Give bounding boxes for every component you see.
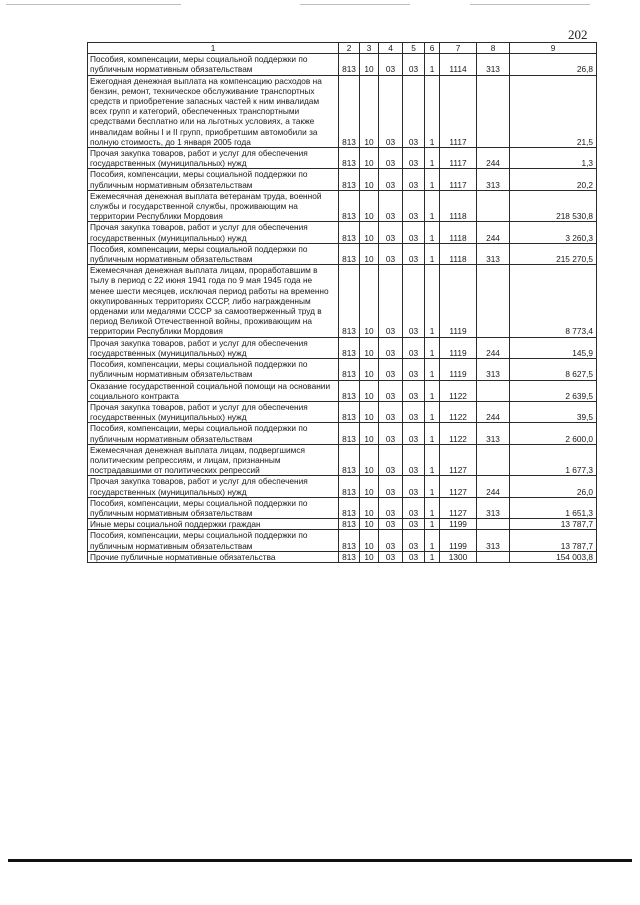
subsection-cell: 03 bbox=[379, 519, 403, 530]
expense-type-cell: 244 bbox=[477, 222, 510, 243]
section-cell: 10 bbox=[360, 530, 379, 551]
table-row bbox=[88, 190, 597, 222]
amount-cell: 218 530,8 bbox=[510, 190, 597, 222]
column-header: 4 bbox=[379, 43, 403, 54]
admin-code-cell: 813 bbox=[339, 380, 360, 401]
expense-type-cell bbox=[477, 75, 510, 147]
subprogram-cell: 1 bbox=[425, 265, 440, 337]
expense-type-cell: 313 bbox=[477, 423, 510, 444]
column-header: 6 bbox=[425, 43, 440, 54]
amount-cell: 13 787,7 bbox=[510, 530, 597, 551]
table-body bbox=[88, 54, 597, 563]
subsection-cell: 03 bbox=[379, 337, 403, 358]
program-cell: 03 bbox=[403, 265, 425, 337]
admin-code-cell: 813 bbox=[339, 265, 360, 337]
table-row bbox=[88, 380, 597, 401]
admin-code-cell: 813 bbox=[339, 169, 360, 190]
subsection-cell: 03 bbox=[379, 359, 403, 380]
subsection-cell: 03 bbox=[379, 54, 403, 75]
amount-cell: 215 270,5 bbox=[510, 243, 597, 264]
program-cell: 03 bbox=[403, 54, 425, 75]
subsection-cell: 03 bbox=[379, 75, 403, 147]
subsection-cell: 03 bbox=[379, 222, 403, 243]
admin-code-cell: 813 bbox=[339, 337, 360, 358]
target-article-cell: 1127 bbox=[440, 476, 477, 497]
row-label: Прочие публичные нормативные обязательства bbox=[88, 551, 339, 562]
table-row bbox=[88, 551, 597, 562]
program-cell: 03 bbox=[403, 530, 425, 551]
subprogram-cell: 1 bbox=[425, 497, 440, 518]
section-cell: 10 bbox=[360, 423, 379, 444]
admin-code-cell: 813 bbox=[339, 54, 360, 75]
expense-type-cell: 313 bbox=[477, 169, 510, 190]
program-cell: 03 bbox=[403, 497, 425, 518]
target-article-cell: 1118 bbox=[440, 243, 477, 264]
table-row bbox=[88, 530, 597, 551]
column-header: 7 bbox=[440, 43, 477, 54]
expense-type-cell: 313 bbox=[477, 54, 510, 75]
amount-cell: 2 600,0 bbox=[510, 423, 597, 444]
expense-type-cell bbox=[477, 380, 510, 401]
subsection-cell: 03 bbox=[379, 169, 403, 190]
admin-code-cell: 813 bbox=[339, 519, 360, 530]
program-cell: 03 bbox=[403, 169, 425, 190]
table-row bbox=[88, 423, 597, 444]
expense-type-cell bbox=[477, 444, 510, 476]
expense-type-cell bbox=[477, 190, 510, 222]
admin-code-cell: 813 bbox=[339, 359, 360, 380]
scan-artifact-line bbox=[470, 4, 590, 5]
row-label: Пособия, компенсации, меры социальной поддержки по публичным нормативным обязательствам bbox=[88, 423, 339, 444]
amount-cell: 154 003,8 bbox=[510, 551, 597, 562]
section-cell: 10 bbox=[360, 497, 379, 518]
amount-cell: 1 651,3 bbox=[510, 497, 597, 518]
expense-type-cell: 244 bbox=[477, 401, 510, 422]
program-cell: 03 bbox=[403, 75, 425, 147]
table-row bbox=[88, 243, 597, 264]
subprogram-cell: 1 bbox=[425, 551, 440, 562]
expense-type-cell: 313 bbox=[477, 359, 510, 380]
admin-code-cell: 813 bbox=[339, 75, 360, 147]
target-article-cell: 1117 bbox=[440, 169, 477, 190]
page-number: 202 bbox=[568, 27, 588, 42]
row-label: Прочая закупка товаров, работ и услуг для обеспечения государственных (муниципальных) нужд bbox=[88, 337, 339, 358]
program-cell: 03 bbox=[403, 148, 425, 169]
row-label: Ежемесячная денежная выплата ветеранам труда, военной службы и государственной службы, проживающим на территории Республики Мордовия bbox=[88, 190, 339, 222]
row-label: Пособия, компенсации, меры социальной поддержки по публичным нормативным обязательствам bbox=[88, 359, 339, 380]
subprogram-cell: 1 bbox=[425, 423, 440, 444]
section-cell: 10 bbox=[360, 401, 379, 422]
amount-cell: 26,8 bbox=[510, 54, 597, 75]
amount-cell: 20,2 bbox=[510, 169, 597, 190]
subprogram-cell: 1 bbox=[425, 380, 440, 401]
subprogram-cell: 1 bbox=[425, 148, 440, 169]
subsection-cell: 03 bbox=[379, 444, 403, 476]
column-header: 8 bbox=[477, 43, 510, 54]
target-article-cell: 1118 bbox=[440, 222, 477, 243]
amount-cell: 13 787,7 bbox=[510, 519, 597, 530]
table-row bbox=[88, 54, 597, 75]
target-article-cell: 1122 bbox=[440, 380, 477, 401]
subsection-cell: 03 bbox=[379, 476, 403, 497]
subsection-cell: 03 bbox=[379, 401, 403, 422]
row-label: Прочая закупка товаров, работ и услуг для обеспечения государственных (муниципальных) нужд bbox=[88, 222, 339, 243]
target-article-cell: 1118 bbox=[440, 190, 477, 222]
row-label: Оказание государственной социальной помощи на основании социального контракта bbox=[88, 380, 339, 401]
amount-cell: 8 627,5 bbox=[510, 359, 597, 380]
table-row bbox=[88, 75, 597, 147]
target-article-cell: 1199 bbox=[440, 519, 477, 530]
column-header: 2 bbox=[339, 43, 360, 54]
expense-type-cell: 313 bbox=[477, 243, 510, 264]
admin-code-cell: 813 bbox=[339, 497, 360, 518]
table-row bbox=[88, 519, 597, 530]
amount-cell: 26,0 bbox=[510, 476, 597, 497]
admin-code-cell: 813 bbox=[339, 423, 360, 444]
subprogram-cell: 1 bbox=[425, 222, 440, 243]
table-row bbox=[88, 148, 597, 169]
target-article-cell: 1122 bbox=[440, 401, 477, 422]
row-label: Пособия, компенсации, меры социальной поддержки по публичным нормативным обязательствам bbox=[88, 243, 339, 264]
amount-cell: 3 260,3 bbox=[510, 222, 597, 243]
expense-type-cell: 244 bbox=[477, 148, 510, 169]
table-row bbox=[88, 169, 597, 190]
section-cell: 10 bbox=[360, 222, 379, 243]
page-bottom-rule bbox=[8, 859, 632, 862]
program-cell: 03 bbox=[403, 243, 425, 264]
subprogram-cell: 1 bbox=[425, 54, 440, 75]
section-cell: 10 bbox=[360, 476, 379, 497]
subprogram-cell: 1 bbox=[425, 401, 440, 422]
target-article-cell: 1127 bbox=[440, 497, 477, 518]
subprogram-cell: 1 bbox=[425, 169, 440, 190]
subprogram-cell: 1 bbox=[425, 359, 440, 380]
section-cell: 10 bbox=[360, 444, 379, 476]
section-cell: 10 bbox=[360, 551, 379, 562]
admin-code-cell: 813 bbox=[339, 190, 360, 222]
column-header: 3 bbox=[360, 43, 379, 54]
table-row bbox=[88, 476, 597, 497]
admin-code-cell: 813 bbox=[339, 476, 360, 497]
subsection-cell: 03 bbox=[379, 423, 403, 444]
budget-table bbox=[87, 42, 597, 563]
expense-type-cell: 244 bbox=[477, 476, 510, 497]
target-article-cell: 1114 bbox=[440, 54, 477, 75]
subprogram-cell: 1 bbox=[425, 75, 440, 147]
subprogram-cell: 1 bbox=[425, 519, 440, 530]
section-cell: 10 bbox=[360, 190, 379, 222]
amount-cell: 21,5 bbox=[510, 75, 597, 147]
table-row bbox=[88, 337, 597, 358]
target-article-cell: 1122 bbox=[440, 423, 477, 444]
target-article-cell: 1300 bbox=[440, 551, 477, 562]
target-article-cell: 1119 bbox=[440, 337, 477, 358]
expense-type-cell: 313 bbox=[477, 530, 510, 551]
row-label: Пособия, компенсации, меры социальной поддержки по публичным нормативным обязательствам bbox=[88, 169, 339, 190]
amount-cell: 8 773,4 bbox=[510, 265, 597, 337]
program-cell: 03 bbox=[403, 476, 425, 497]
expense-type-cell bbox=[477, 519, 510, 530]
amount-cell: 1,3 bbox=[510, 148, 597, 169]
program-cell: 03 bbox=[403, 359, 425, 380]
expense-type-cell bbox=[477, 265, 510, 337]
row-label: Пособия, компенсации, меры социальной поддержки по публичным нормативным обязательствам bbox=[88, 497, 339, 518]
program-cell: 03 bbox=[403, 551, 425, 562]
row-label: Иные меры социальной поддержки граждан bbox=[88, 519, 339, 530]
column-header: 1 bbox=[88, 43, 339, 54]
admin-code-cell: 813 bbox=[339, 530, 360, 551]
subprogram-cell: 1 bbox=[425, 444, 440, 476]
table-row bbox=[88, 222, 597, 243]
subsection-cell: 03 bbox=[379, 530, 403, 551]
expense-type-cell: 313 bbox=[477, 497, 510, 518]
row-label: Прочая закупка товаров, работ и услуг для обеспечения государственных (муниципальных) нужд bbox=[88, 476, 339, 497]
amount-cell: 145,9 bbox=[510, 337, 597, 358]
table-row bbox=[88, 359, 597, 380]
table-row bbox=[88, 401, 597, 422]
expense-type-cell bbox=[477, 551, 510, 562]
section-cell: 10 bbox=[360, 243, 379, 264]
target-article-cell: 1127 bbox=[440, 444, 477, 476]
subprogram-cell: 1 bbox=[425, 243, 440, 264]
amount-cell: 2 639,5 bbox=[510, 380, 597, 401]
program-cell: 03 bbox=[403, 444, 425, 476]
subprogram-cell: 1 bbox=[425, 337, 440, 358]
section-cell: 10 bbox=[360, 265, 379, 337]
section-cell: 10 bbox=[360, 359, 379, 380]
section-cell: 10 bbox=[360, 337, 379, 358]
row-label: Ежегодная денежная выплата на компенсацию расходов на бензин, ремонт, техническое обслуживание транспортных средств и приобретение запасных частей к ним инвалидам всех групп и категорий, обеспеченных транспортными средствами бесплатно или на льготных условиях, а также инвалидам войны I и II групп, приобретшим автомобили за полную стоимость, до 1 января 2005 года bbox=[88, 75, 339, 147]
table-row bbox=[88, 265, 597, 337]
program-cell: 03 bbox=[403, 222, 425, 243]
column-header: 9 bbox=[510, 43, 597, 54]
table-row bbox=[88, 497, 597, 518]
section-cell: 10 bbox=[360, 54, 379, 75]
row-label: Ежемесячная денежная выплата лицам, проработавшим в тылу в период с 22 июня 1941 года по 9 мая 1945 года не менее шести месяцев, исключая период работы на временно оккупированных территориях СССР, либо награжденным орденами или медалями СССР за самоотверженный труд в период Великой Отечественной войны, проживающим на территории Республики Мордовия bbox=[88, 265, 339, 337]
section-cell: 10 bbox=[360, 148, 379, 169]
row-label: Пособия, компенсации, меры социальной поддержки по публичным нормативным обязательствам bbox=[88, 530, 339, 551]
amount-cell: 1 677,3 bbox=[510, 444, 597, 476]
subsection-cell: 03 bbox=[379, 190, 403, 222]
subsection-cell: 03 bbox=[379, 551, 403, 562]
program-cell: 03 bbox=[403, 190, 425, 222]
subsection-cell: 03 bbox=[379, 380, 403, 401]
target-article-cell: 1117 bbox=[440, 75, 477, 147]
program-cell: 03 bbox=[403, 519, 425, 530]
row-label: Прочая закупка товаров, работ и услуг для обеспечения государственных (муниципальных) нужд bbox=[88, 401, 339, 422]
subprogram-cell: 1 bbox=[425, 530, 440, 551]
subprogram-cell: 1 bbox=[425, 476, 440, 497]
target-article-cell: 1119 bbox=[440, 359, 477, 380]
subsection-cell: 03 bbox=[379, 265, 403, 337]
scan-artifact-line bbox=[300, 4, 410, 5]
admin-code-cell: 813 bbox=[339, 243, 360, 264]
program-cell: 03 bbox=[403, 337, 425, 358]
table-row bbox=[88, 444, 597, 476]
program-cell: 03 bbox=[403, 380, 425, 401]
admin-code-cell: 813 bbox=[339, 401, 360, 422]
subsection-cell: 03 bbox=[379, 148, 403, 169]
section-cell: 10 bbox=[360, 75, 379, 147]
amount-cell: 39,5 bbox=[510, 401, 597, 422]
row-label: Ежемесячная денежная выплата лицам, подвергшимся политическим репрессиям, и лицам, признанным пострадавшими от политических репрессий bbox=[88, 444, 339, 476]
section-cell: 10 bbox=[360, 380, 379, 401]
admin-code-cell: 813 bbox=[339, 551, 360, 562]
row-label: Пособия, компенсации, меры социальной поддержки по публичным нормативным обязательствам bbox=[88, 54, 339, 75]
subprogram-cell: 1 bbox=[425, 190, 440, 222]
row-label: Прочая закупка товаров, работ и услуг для обеспечения государственных (муниципальных) нужд bbox=[88, 148, 339, 169]
program-cell: 03 bbox=[403, 423, 425, 444]
column-header: 5 bbox=[403, 43, 425, 54]
admin-code-cell: 813 bbox=[339, 444, 360, 476]
table-header-row bbox=[88, 43, 597, 54]
admin-code-cell: 813 bbox=[339, 148, 360, 169]
scan-artifact-line bbox=[6, 4, 181, 5]
target-article-cell: 1117 bbox=[440, 148, 477, 169]
subsection-cell: 03 bbox=[379, 243, 403, 264]
target-article-cell: 1119 bbox=[440, 265, 477, 337]
subsection-cell: 03 bbox=[379, 497, 403, 518]
target-article-cell: 1199 bbox=[440, 530, 477, 551]
program-cell: 03 bbox=[403, 401, 425, 422]
section-cell: 10 bbox=[360, 169, 379, 190]
admin-code-cell: 813 bbox=[339, 222, 360, 243]
section-cell: 10 bbox=[360, 519, 379, 530]
expense-type-cell: 244 bbox=[477, 337, 510, 358]
